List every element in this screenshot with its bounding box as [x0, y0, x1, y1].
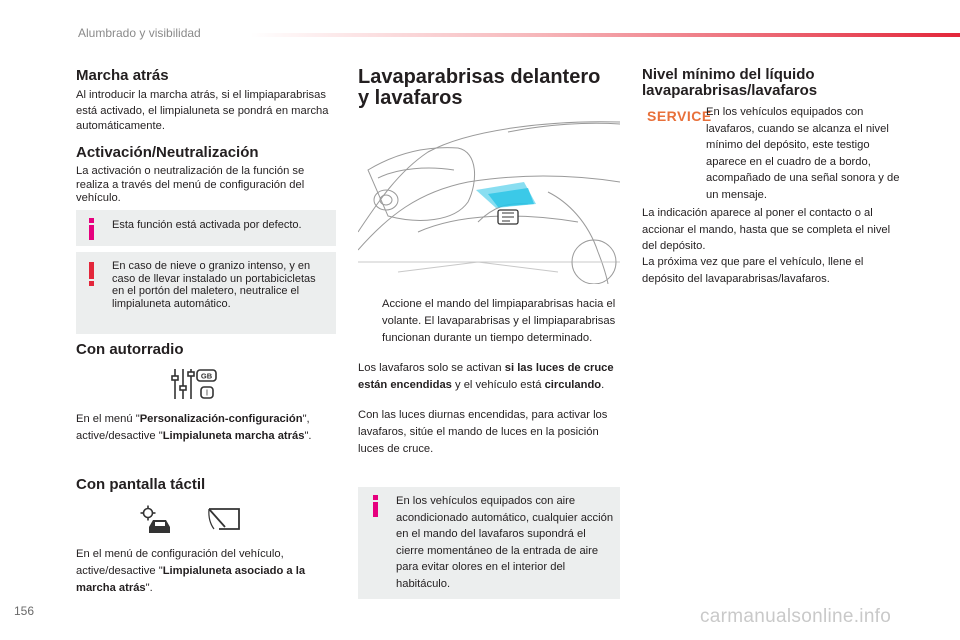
activation-heading: Activación/Neutralización: [76, 144, 259, 161]
radio-badge-gb: GB: [200, 371, 213, 381]
activation-text: La activación o neutralización de la función se realiza a través del menú de configuración del vehículo.: [76, 165, 305, 204]
reverse-heading: Marcha atrás: [76, 67, 169, 84]
touch-heading: Con pantalla táctil: [76, 476, 206, 493]
ac-info-note: [358, 487, 620, 599]
info-icon: [372, 495, 380, 517]
service-text: En los vehículos equipados con lavafaros, cuando se alcanza el nivel mínimo del depósito, este testigo aparece en el cuadro de a bordo, acompañado de una señal sonora y de un mensaje.: [706, 106, 900, 201]
info-note: [76, 210, 336, 246]
radio-heading: Con autorradio: [76, 341, 184, 358]
warning-note: [76, 252, 336, 334]
service-warning-icon: SERVICE: [647, 108, 712, 124]
car-front-illustration: [358, 112, 620, 284]
page-number: 156: [14, 604, 35, 618]
rear-wiper-icon: [206, 507, 242, 531]
warning-note-text: En caso de nieve o granizo intenso, y en caso de llevar instalado un portabicicletas en el portón del maletero, neutralice el limpialuneta automático.: [112, 260, 316, 310]
indication-text: La indicación aparece al poner el contacto o al accionar el mando, hasta que se completa el nivel del depósito.: [642, 207, 891, 252]
watermark: carmanualsonline.info: [700, 606, 892, 627]
ac-info-note-text: En los vehículos equipados con aire acondicionado automático, cualquier acción en el mando del lavafaros supondrá el cierre momentáneo de la entrada de aire para evitar olores en el interior del habitáculo.: [396, 495, 614, 590]
warning-icon: [88, 262, 96, 286]
radio-text: En el menú "Personalización-configuración", active/desactive "Limpialuneta marcha atrás".: [76, 413, 312, 442]
car-settings-icon: [140, 505, 174, 535]
washer-heading: Lavaparabrisas delantero y lavafaros: [358, 66, 601, 109]
daytime-lights-text: Con las luces diurnas encendidas, para activar los lavafaros, sitúe el mando de luces en la posición luces de cruce.: [358, 409, 608, 455]
lights-text: Los lavafaros solo se activan si las luces de cruce están encendidas y el vehículo está circulando.: [358, 362, 614, 391]
next-stop-text: La próxima vez que pare el vehículo, llene el depósito del lavaparabrisas/lavafaros.: [642, 256, 864, 285]
info-note-text: Esta función está activada por defecto.: [112, 219, 302, 231]
radio-badge-i: I: [205, 388, 209, 398]
washer-bullet-text: Accione el mando del limpiaparabrisas hacia el volante. El lavaparabrisas y el limpiaparabrisas funcionan durante un tiempo determinado.: [382, 298, 616, 344]
header-accent-bar: [250, 33, 960, 37]
section-title: Alumbrado y visibilidad: [78, 26, 201, 40]
fluid-level-heading: Nivel mínimo del líquido lavaparabrisas/lavafaros: [642, 66, 818, 99]
radio-settings-icon: [170, 366, 218, 402]
info-icon: [88, 218, 96, 240]
washer-bullet: [358, 296, 620, 347]
reverse-text: Al introducir la marcha atrás, si el limpiaparabrisas está activado, el limpialuneta se pondrá en marcha automáticamente.: [76, 89, 329, 132]
touch-text: En el menú de configuración del vehículo, active/desactive "Limpialuneta asociado a la marcha atrás".: [76, 548, 306, 594]
